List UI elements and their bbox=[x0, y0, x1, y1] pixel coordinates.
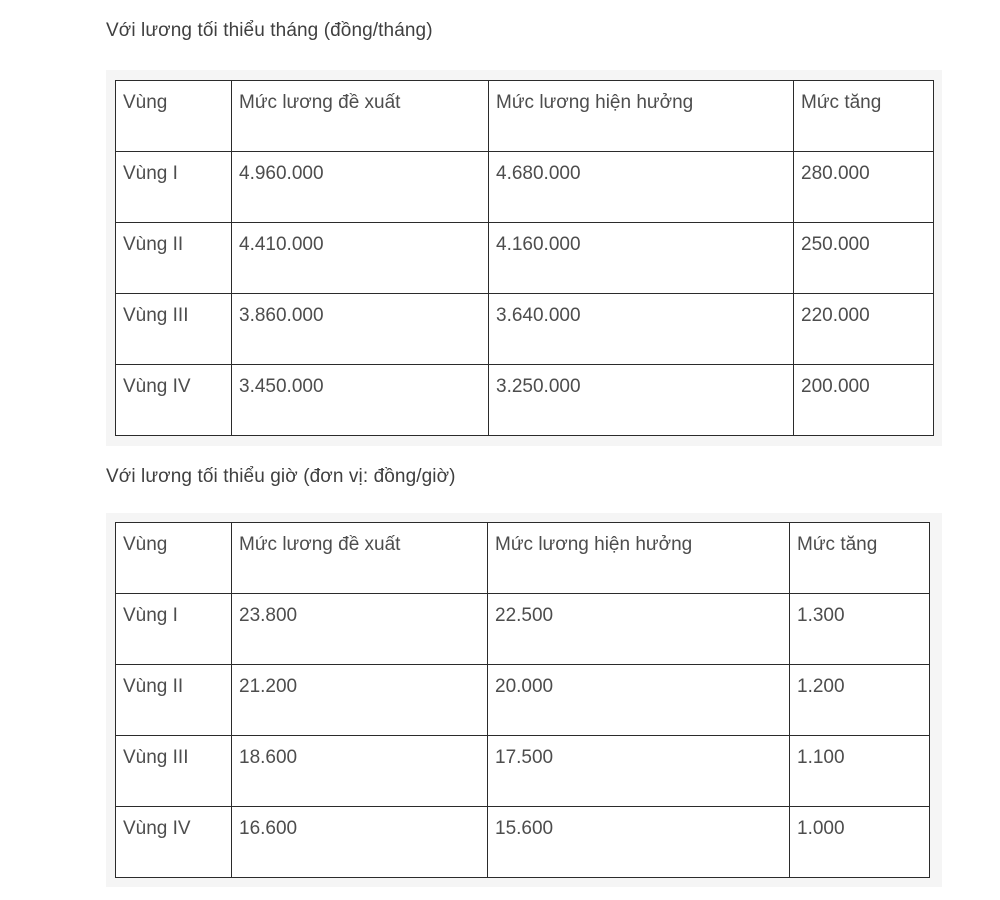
cell-increase: 1.200 bbox=[797, 676, 845, 697]
table-cell bbox=[489, 294, 794, 365]
table-row bbox=[116, 736, 930, 807]
header-cell bbox=[794, 81, 934, 152]
table-row bbox=[116, 594, 930, 665]
header-cell bbox=[116, 81, 232, 152]
cell-increase: 200.000 bbox=[801, 376, 870, 397]
table-cell bbox=[489, 365, 794, 436]
table-cell bbox=[116, 594, 232, 665]
table-cell bbox=[794, 294, 934, 365]
table-header-row bbox=[116, 81, 934, 152]
table-cell bbox=[232, 223, 489, 294]
table-row bbox=[116, 365, 934, 436]
cell-current-wage: 3.640.000 bbox=[496, 305, 581, 326]
table-cell bbox=[489, 223, 794, 294]
cell-proposed-wage: 16.600 bbox=[239, 818, 298, 839]
header-cell bbox=[489, 81, 794, 152]
cell-current-wage: 22.500 bbox=[495, 605, 554, 626]
monthly-wage-caption: Với lương tối thiểu tháng (đồng/tháng) bbox=[106, 20, 433, 41]
table-header-row bbox=[116, 523, 930, 594]
table-cell bbox=[116, 736, 232, 807]
cell-proposed-wage: 21.200 bbox=[239, 676, 298, 697]
cell-current-wage: 17.500 bbox=[495, 747, 554, 768]
monthly-wage-table bbox=[115, 80, 934, 436]
cell-region: Vùng II bbox=[123, 676, 184, 697]
table-cell bbox=[232, 665, 488, 736]
cell-increase: 280.000 bbox=[801, 163, 870, 184]
cell-proposed-wage: 3.860.000 bbox=[239, 305, 324, 326]
table-cell bbox=[232, 736, 488, 807]
table-cell bbox=[232, 294, 489, 365]
header-cell bbox=[232, 523, 488, 594]
header-proposed-wage: Mức lương đề xuất bbox=[239, 534, 401, 555]
table-cell bbox=[488, 594, 790, 665]
cell-region: Vùng II bbox=[123, 234, 184, 255]
table-cell bbox=[232, 152, 489, 223]
table-cell bbox=[232, 365, 489, 436]
header-current-wage: Mức lương hiện hưởng bbox=[495, 534, 693, 555]
cell-current-wage: 20.000 bbox=[495, 676, 554, 697]
table-row bbox=[116, 223, 934, 294]
cell-increase: 1.000 bbox=[797, 818, 845, 839]
cell-increase: 250.000 bbox=[801, 234, 870, 255]
cell-region: Vùng IV bbox=[123, 376, 191, 397]
cell-proposed-wage: 23.800 bbox=[239, 605, 298, 626]
header-proposed-wage: Mức lương đề xuất bbox=[239, 92, 401, 113]
table-cell bbox=[790, 736, 930, 807]
header-cell bbox=[488, 523, 790, 594]
header-cell bbox=[232, 81, 489, 152]
table-cell bbox=[794, 152, 934, 223]
cell-increase: 1.100 bbox=[797, 747, 845, 768]
cell-proposed-wage: 4.410.000 bbox=[239, 234, 324, 255]
header-cell bbox=[116, 523, 232, 594]
table-cell bbox=[116, 665, 232, 736]
cell-region: Vùng IV bbox=[123, 818, 191, 839]
table-cell bbox=[489, 152, 794, 223]
hourly-wage-caption: Với lương tối thiểu giờ (đơn vị: đồng/giờ) bbox=[106, 466, 456, 487]
table-cell bbox=[794, 365, 934, 436]
table-cell bbox=[116, 294, 232, 365]
cell-region: Vùng I bbox=[123, 605, 178, 626]
header-region: Vùng bbox=[123, 534, 168, 555]
table-cell bbox=[790, 807, 930, 878]
table-cell bbox=[794, 223, 934, 294]
cell-increase: 1.300 bbox=[797, 605, 845, 626]
cell-current-wage: 15.600 bbox=[495, 818, 554, 839]
table-cell bbox=[488, 665, 790, 736]
cell-proposed-wage: 4.960.000 bbox=[239, 163, 324, 184]
header-region: Vùng bbox=[123, 92, 168, 113]
cell-proposed-wage: 18.600 bbox=[239, 747, 298, 768]
table-cell bbox=[232, 594, 488, 665]
cell-region: Vùng III bbox=[123, 305, 189, 326]
cell-current-wage: 4.680.000 bbox=[496, 163, 581, 184]
cell-increase: 220.000 bbox=[801, 305, 870, 326]
header-current-wage: Mức lương hiện hưởng bbox=[496, 92, 694, 113]
table-cell bbox=[790, 594, 930, 665]
cell-current-wage: 4.160.000 bbox=[496, 234, 581, 255]
table-cell bbox=[116, 365, 232, 436]
table-cell bbox=[116, 223, 232, 294]
header-increase: Mức tăng bbox=[797, 534, 878, 555]
table-cell bbox=[488, 736, 790, 807]
table-cell bbox=[116, 152, 232, 223]
table-row bbox=[116, 807, 930, 878]
header-increase: Mức tăng bbox=[801, 92, 882, 113]
table-cell bbox=[790, 665, 930, 736]
table-row bbox=[116, 665, 930, 736]
table-cell bbox=[232, 807, 488, 878]
table-row bbox=[116, 152, 934, 223]
table-cell bbox=[488, 807, 790, 878]
cell-current-wage: 3.250.000 bbox=[496, 376, 581, 397]
table-row bbox=[116, 294, 934, 365]
cell-region: Vùng III bbox=[123, 747, 189, 768]
header-cell bbox=[790, 523, 930, 594]
hourly-wage-table bbox=[115, 522, 930, 878]
table-cell bbox=[116, 807, 232, 878]
cell-proposed-wage: 3.450.000 bbox=[239, 376, 324, 397]
cell-region: Vùng I bbox=[123, 163, 178, 184]
